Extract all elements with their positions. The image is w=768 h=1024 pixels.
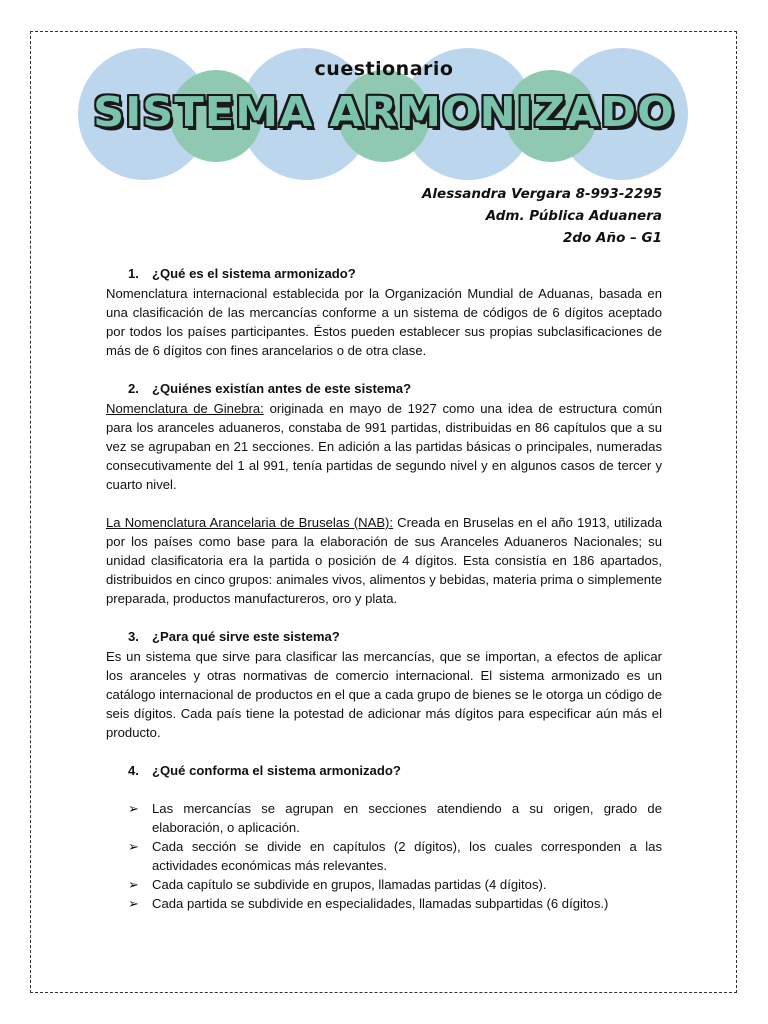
question-heading	[128, 761, 662, 780]
answer-paragraph	[106, 399, 662, 494]
question-number: 3.	[128, 629, 139, 644]
answer-paragraph: Es un sistema que sirve para clasificar las mercancías, que se importan, a efectos de aplicar los aranceles y otras normativas de comercio internacional. El sistema armonizado es un catálogo internacional de productos en el que a cada grupo de bienes se le otorga un código de seis dígitos. Cada país tiene la potestad de adicionar más dígitos para especificar aún más el producto.	[106, 649, 662, 740]
question-title: ¿Qué conforma el sistema armonizado?	[152, 763, 401, 778]
list-item: ➢ Cada partida se subdivide en especialidades, llamadas subpartidas (6 dígitos.)	[128, 896, 609, 911]
answer-paragraph	[106, 513, 662, 608]
author-program: Adm. Pública Aduanera	[485, 208, 662, 224]
arrowhead-bullet-icon: ➢	[128, 801, 139, 816]
question-title: ¿Para qué sirve este sistema?	[152, 629, 340, 644]
question-number: 4.	[128, 763, 139, 778]
question-heading	[128, 264, 662, 283]
term-ginebra-text: originada en mayo de 1927 como una idea de estructura común para los aranceles aduaneros, constaba de 991 partidas, distribuidas en 86 capítulos que a su vez se agrupaban en 21 secciones. En adición a las partidas básicas o principales, numeradas consecutivamente del 1 al 991, tenía partidas de segundo nivel y en algunos casos de tercer y cuarto nivel.	[106, 401, 662, 492]
question-title: ¿Qué es el sistema armonizado?	[152, 266, 356, 281]
question-number: 2.	[128, 381, 139, 396]
question-title: ¿Quiénes existían antes de este sistema?	[152, 381, 412, 396]
author-year-group: 2do Año – G1	[563, 230, 662, 246]
questionnaire-body	[106, 264, 662, 913]
arrowhead-bullet-icon: ➢	[128, 896, 139, 911]
title-banner	[0, 0, 768, 190]
bullet-list	[106, 799, 662, 913]
answer-paragraph: Nomenclatura internacional establecida por la Organización Mundial de Aduanas, basada en una clasificación de las mercancías conforme a un sistema de códigos de 6 dígitos aceptado por todos los países participantes. Éstos pueden establecer sus propias subclasificaciones de más de 6 dígitos con fines arancelarios o de otra clase.	[106, 286, 662, 358]
arrowhead-bullet-icon: ➢	[128, 877, 139, 892]
question-heading	[128, 627, 662, 646]
list-item: ➢ Las mercancías se agrupan en secciones atendiendo a su origen, grado de elaboración, o aplicación.	[128, 801, 662, 835]
arrowhead-bullet-icon: ➢	[128, 839, 139, 854]
question-number: 1.	[128, 266, 139, 281]
question-heading	[128, 379, 662, 398]
author-block	[422, 183, 662, 249]
term-nab: La Nomenclatura Arancelaria de Bruselas (NAB):	[106, 515, 394, 530]
list-item: ➢ Cada sección se divide en capítulos (2 dígitos), los cuales corresponden a las actividades económicas más relevantes.	[128, 839, 662, 873]
author-name: Alessandra Vergara 8-993-2295	[421, 186, 662, 202]
term-nab-text: Creada en Bruselas en el año 1913, utilizada por los países como base para la elaboración de sus Aranceles Aduaneros Nacionales; su unidad clasificatoria era la partida o posición de 4 dígitos. Esta consistía en 186 apartados, distribuidos en cinco grupos: animales vivos, alimentos y bebidas, materia prima o simplemente preparada, productos manufactureros, oro y plata.	[106, 515, 662, 606]
document-subtitle: cuestionario	[314, 58, 454, 80]
document-title: SISTEMA ARMONIZADO	[93, 88, 675, 136]
term-ginebra: Nomenclatura de Ginebra:	[106, 401, 264, 416]
list-item: ➢ Cada capítulo se subdivide en grupos, llamadas partidas (4 dígitos).	[128, 877, 547, 892]
